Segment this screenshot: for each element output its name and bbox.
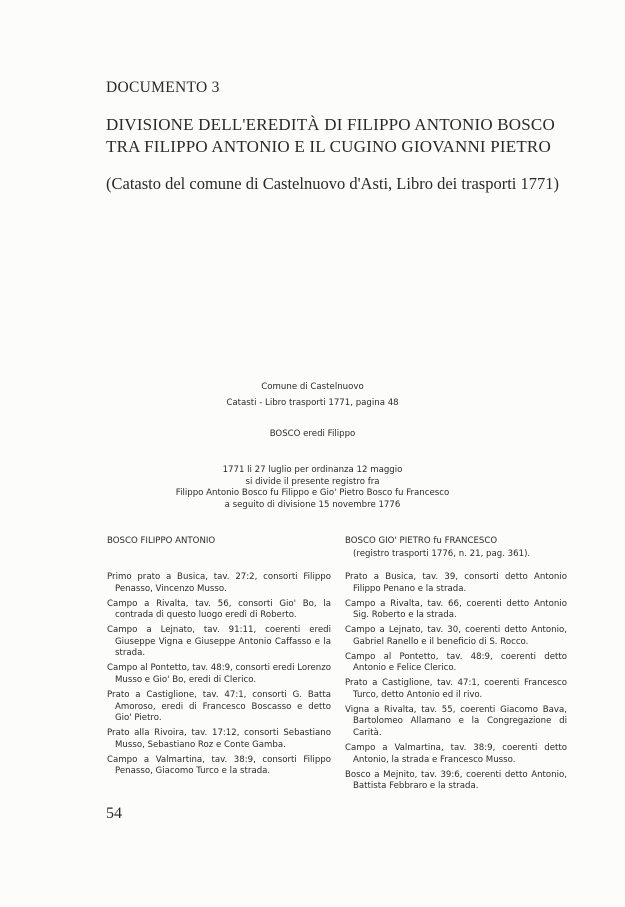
list-item: Prato a Castiglione, tav. 47:1, consorti G. Batta Amoroso, eredi di Francesco Boscasso e detto Gio' Pietro. — [107, 689, 331, 724]
list-item: Campo a Valmartina, tav. 38:9, coerenti detto Antonio, la strada e Francesco Musso. — [345, 743, 567, 765]
list-item: Campo al Pontetto, tav. 48:9, consorti eredi Lorenzo Musso e Gio' Bo, eredi di Clerico. — [107, 663, 331, 685]
list-item: Prato a Busica, tav. 39, consorti detto Antonio Filippo Penano e la strada. — [345, 572, 567, 594]
note-line: 1771 li 27 luglio per ordinanza 12 maggio — [222, 465, 403, 475]
record-note — [0, 465, 625, 511]
left-column-heading: BOSCO FILIPPO ANTONIO — [107, 536, 216, 546]
source-block — [0, 379, 625, 411]
document-title — [106, 114, 555, 158]
list-item: Prato a Castiglione, tav. 47:1, coerenti Francesco Turco, detto Antonio ed il rivo. — [345, 678, 567, 700]
note-line: si divide il presente registro fra — [245, 476, 380, 487]
list-item: Bosco a Mejnito, tav. 39:6, coerenti detto Antonio, Battista Febbraro e la strada. — [345, 769, 567, 792]
list-item: Vigna a Rivalta, tav. 55, coerenti Giacomo Bava, Bartolomeo Allamano e la Congregazione di Carità. — [345, 704, 567, 739]
list-item: Campo a Lejnato, tav. 91:11, coerenti eredi Giuseppe Vigna e Giuseppe Antonio Caffasso e la strada. — [107, 625, 331, 659]
right-heading-register: (registro trasporti 1776, n. 21, pag. 361). — [353, 548, 531, 559]
title-line: TRA FILIPPO ANTONIO E IL CUGINO GIOVANNI PIETRO — [106, 137, 551, 156]
document-subtitle: (Catasto del comune di Castelnuovo d'Asti, Libro dei trasporti 1771) — [106, 174, 559, 193]
source-line: Catasti - Libro trasporti 1771, pagina 48 — [226, 398, 399, 408]
list-item: Campo a Lejnato, tav. 30, coerenti detto Antonio, Gabriel Ranello e il beneficio di S. Rocco. — [345, 625, 567, 647]
right-entries — [345, 572, 567, 796]
list-item: Campo a Rivalta, tav. 56, consorti Gio' Bo, la contrada di questo luogo eredi di Roberto. — [107, 598, 331, 621]
page-number: 54 — [106, 805, 122, 822]
right-heading-name: BOSCO GIO' PIETRO fu FRANCESCO — [345, 536, 498, 546]
list-item: Prato alla Rivoira, tav. 17:12, consorti Sebastiano Musso, Sebastiano Roz e Conte Gamba. — [107, 728, 331, 750]
list-item: Primo prato a Busica, tav. 27:2, consorti Filippo Penasso, Vincenzo Musso. — [107, 572, 331, 594]
list-item: Campo al Pontetto, tav. 48:9, coerenti detto Antonio e Felice Clerico. — [345, 651, 567, 674]
right-column-heading — [345, 535, 569, 560]
document-label: DOCUMENTO 3 — [106, 79, 220, 96]
list-item: Campo a Valmartina, tav. 38:9, consorti Filippo Penasso, Giacomo Turco e la strada. — [107, 754, 331, 777]
source-line: Comune di Castelnuovo — [261, 382, 364, 392]
record-title: BOSCO eredi Filippo — [269, 429, 356, 439]
left-entries — [107, 572, 331, 781]
note-line: Filippo Antonio Bosco fu Filippo e Gio' Pietro Bosco fu Francesco — [175, 488, 450, 498]
list-item: Campo a Rivalta, tav. 66, coerenti detto Antonio Sig. Roberto e la strada. — [345, 598, 567, 621]
title-line: DIVISIONE DELL'EREDITÀ DI FILIPPO ANTONIO BOSCO — [106, 115, 555, 134]
note-line: a seguito di divisione 15 novembre 1776 — [224, 499, 401, 510]
